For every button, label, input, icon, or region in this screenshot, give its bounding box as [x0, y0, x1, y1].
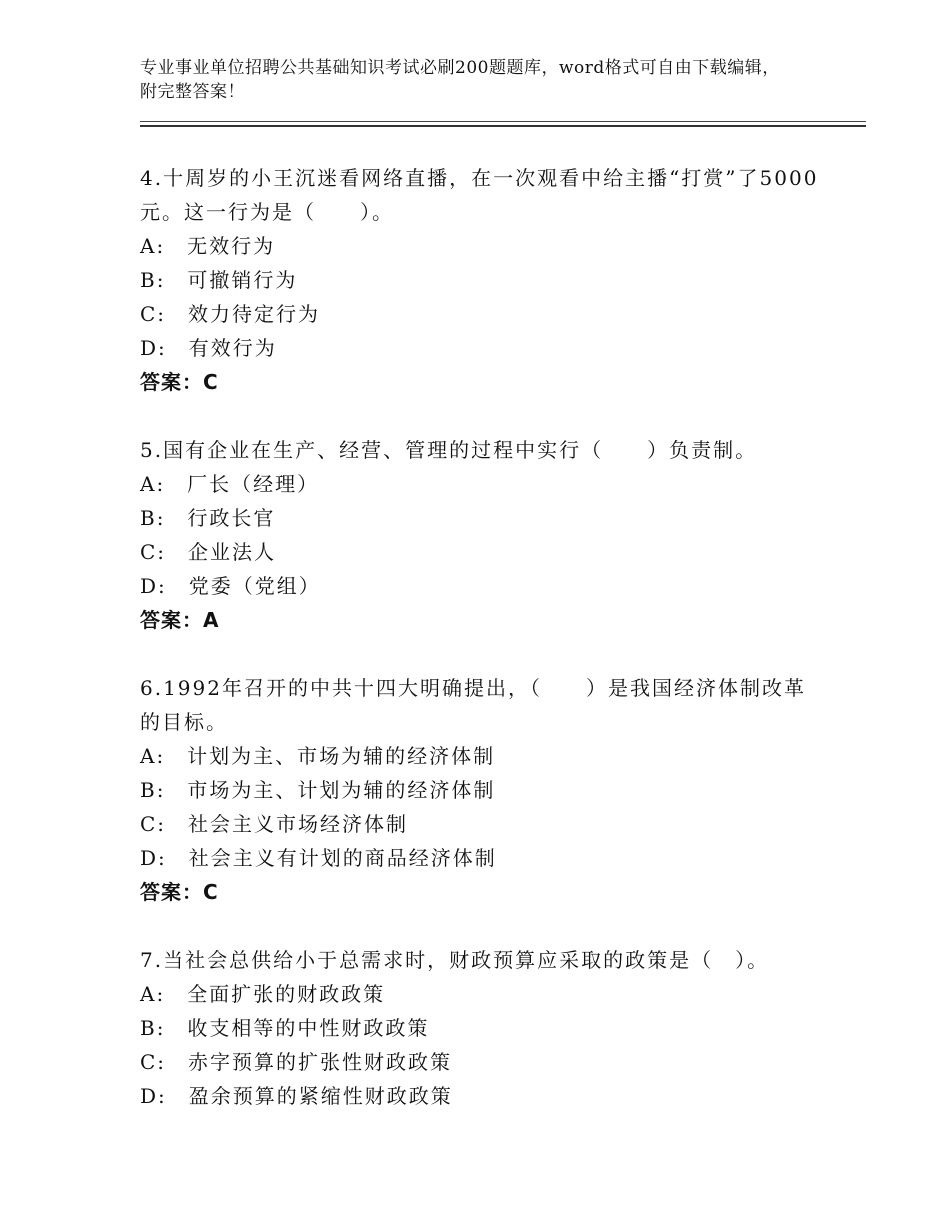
question-stem: 7.当社会总供给小于总需求时，财政预算应采取的政策是（ ）。 — [140, 948, 770, 972]
question-stem: 6.1992年召开的中共十四大明确提出，（ ）是我国经济体制改革的目标。 — [140, 676, 806, 734]
option-b: B: 收支相等的中性财政政策 — [140, 1016, 430, 1040]
option-a: A: 厂长（经理） — [140, 472, 320, 496]
question-stem: 5.国有企业在生产、经营、管理的过程中实行（ ）负责制。 — [140, 438, 758, 462]
option-d: D: 党委（党组） — [140, 574, 321, 598]
option-c: C: 社会主义市场经济体制 — [140, 812, 409, 836]
option-d: D: 盈余预算的紧缩性财政政策 — [140, 1084, 453, 1108]
option-b: B: 市场为主、计划为辅的经济体制 — [140, 778, 496, 802]
option-c: C: 赤字预算的扩张性财政政策 — [140, 1050, 453, 1074]
question-list — [140, 161, 820, 1147]
answer-label: 答案：A — [140, 608, 220, 632]
question-5 — [140, 433, 820, 637]
question-stem: 4.十周岁的小王沉迷看网络直播，在一次观看中给主播“打赏”了5000元。这一行为是（ ）。 — [140, 166, 819, 224]
option-d: D: 有效行为 — [140, 336, 277, 360]
option-a: A: 无效行为 — [140, 234, 276, 258]
document-header: 专业事业单位招聘公共基础知识考试必刷200题题库，word格式可自由下载编辑，附完整答案！ — [140, 58, 780, 102]
answer-label: 答案：C — [140, 370, 219, 394]
option-a: A: 全面扩张的财政政策 — [140, 982, 386, 1006]
header-divider-thin — [140, 121, 866, 122]
question-6 — [140, 671, 820, 909]
option-d: D: 社会主义有计划的商品经济体制 — [140, 846, 497, 870]
answer-label: 答案：C — [140, 880, 219, 904]
question-4 — [140, 161, 820, 399]
option-b: B: 可撤销行为 — [140, 268, 298, 292]
option-b: B: 行政长官 — [140, 506, 276, 530]
question-7 — [140, 943, 820, 1113]
option-c: C: 效力待定行为 — [140, 302, 321, 326]
option-a: A: 计划为主、市场为辅的经济体制 — [140, 744, 496, 768]
header-divider-thick — [140, 125, 866, 127]
option-c: C: 企业法人 — [140, 540, 277, 564]
